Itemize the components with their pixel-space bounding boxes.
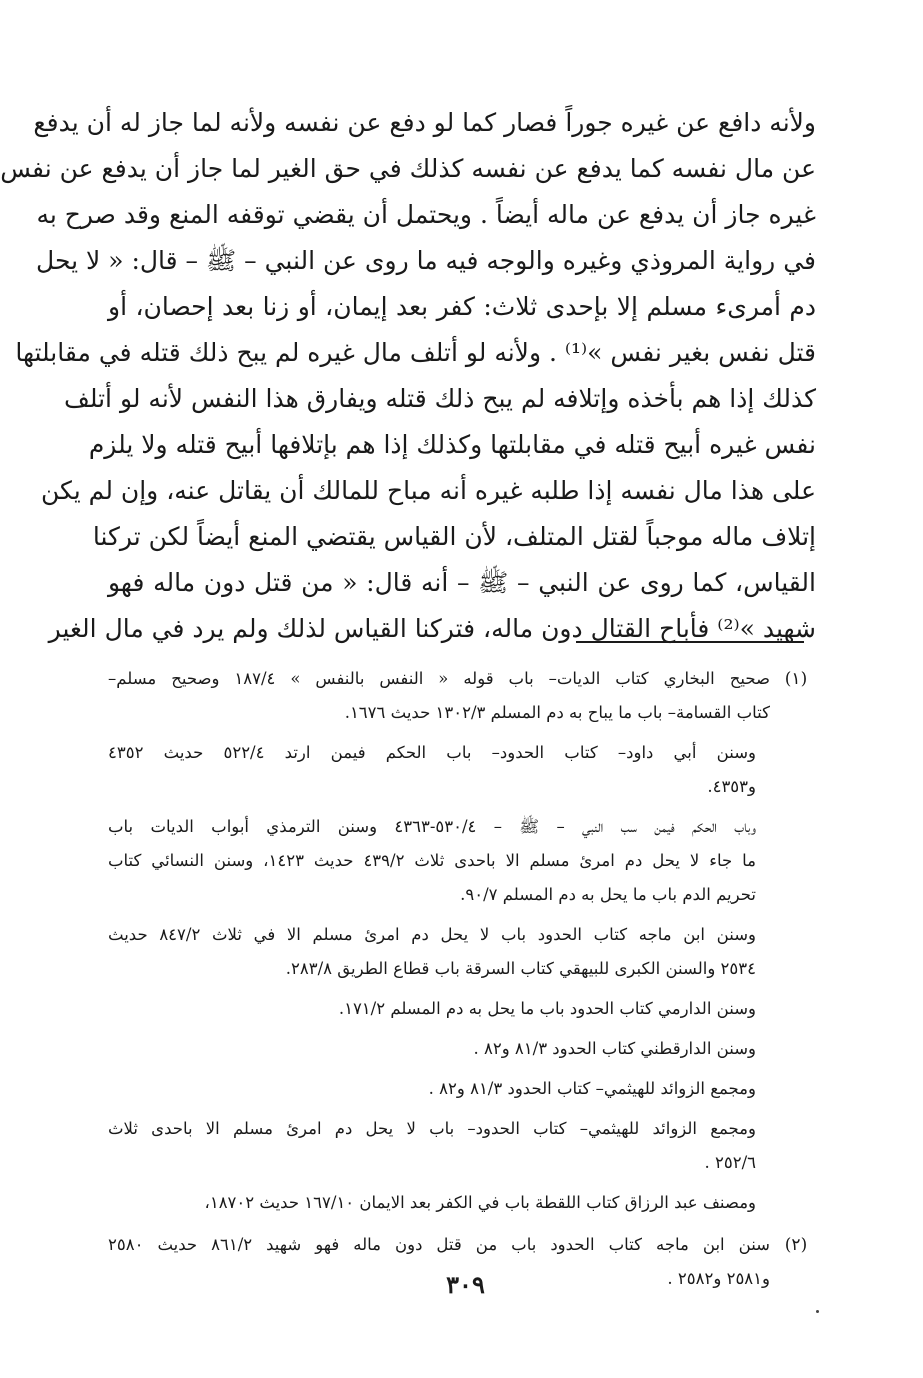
footnote-paragraph bbox=[108, 736, 770, 804]
body-line: إتلاف ماله موجباً لقتل المتلف، لأن القياس يقتضي المنع أيضاً لكن تركنا bbox=[92, 522, 816, 551]
footnote-line: و٤٣٥٣. bbox=[707, 777, 756, 796]
footnote-paragraph bbox=[108, 1032, 770, 1066]
footnote-line: وسنن الدارقطني كتاب الحدود ٨١/٣ و٨٢ . bbox=[473, 1039, 756, 1058]
footnote-paragraph bbox=[108, 918, 770, 986]
body-line: القياس، كما روى عن النبي – ﷺ – أنه قال: « من قتل دون ماله فهو bbox=[108, 568, 816, 597]
footnote-line: سنن ابن ماجه كتاب الحدود باب من قتل دون ماله فهو شهيد ٨٦١/٢ حديث ٢٥٨٠ bbox=[108, 1235, 770, 1254]
footnote bbox=[108, 662, 814, 1220]
body-line: شهيد »⁽²⁾ فأباح القتال دون ماله، فتركنا القياس لذلك ولم يرد في مال الغير bbox=[48, 614, 816, 643]
footnote-line: وسنن أبي داود– كتاب الحدود– باب الحكم فيمن ارتد ٥٢٢/٤ حديث ٤٣٥٢ bbox=[108, 743, 756, 762]
body-line: عن مال نفسه كما يدفع عن نفسه كذلك في حق الغير لما جاز أن يدفع عن نفس bbox=[0, 154, 816, 183]
body-line: ولأنه دافع عن غيره جوراً فصار كما لو دفع عن نفسه ولأنه لما جاز له أن يدفع bbox=[33, 108, 816, 137]
footnote-line: و٢٥٨١ و٢٥٨٢ . bbox=[667, 1269, 770, 1288]
footnote-number: (١) bbox=[784, 669, 808, 689]
footnote-line: وباب الحكم فيمن سب النبي – ﷺ – ٥٣٠/٤-٤٣٦٣ وسنن الترمذي أبواب الديات باب bbox=[108, 817, 757, 836]
body-line: كذلك إذا هم بأخذه وإتلافه لم يبح ذلك قتله ويفارق هذا النفس لأنه لو أتلف bbox=[63, 384, 816, 413]
footnote-separator bbox=[576, 641, 804, 643]
body-line: في رواية المروذي وغيره والوجه فيه ما روى عن النبي – ﷺ – قال: « لا يحل bbox=[36, 246, 816, 275]
footnote-line: ومجمع الزوائد للهيثمي– كتاب الحدود ٨١/٣ و٨٢ . bbox=[428, 1079, 756, 1098]
footnote-line: تحريم الدم باب ما يحل به دم المسلم ٩٠/٧. bbox=[460, 885, 756, 904]
body-line: قتل نفس بغير نفس »⁽¹⁾ . ولأنه لو أتلف مال غيره لم يبح ذلك قتله في مقابلتها bbox=[15, 338, 816, 367]
footnote-line: كتاب القسامة– باب ما يباح به دم المسلم ١٣٠٢/٣ حديث ١٦٧٦. bbox=[344, 703, 770, 722]
footnote-paragraph bbox=[108, 810, 770, 912]
body-line: دم أمرىء مسلم إلا بإحدى ثلاث: كفر بعد إيمان، أو زنا بعد إحصان، أو bbox=[108, 292, 816, 321]
footnote-line: ومجمع الزوائد للهيثمي– كتاب الحدود– باب لا يحل دم امرئ مسلم الا باحدى ثلاث bbox=[108, 1119, 756, 1138]
footnote-line: وسنن الدارمي كتاب الحدود باب ما يحل به دم المسلم ١٧١/٢. bbox=[338, 999, 756, 1018]
footnote-line: صحيح البخاري كتاب الديات– باب قوله « النفس بالنفس » ١٨٧/٤ وصحيح مسلم– bbox=[108, 669, 770, 688]
page-number: ٣٠٩ bbox=[446, 1270, 485, 1299]
footnote-line: ما جاء لا يحل دم امرئ مسلم الا باحدى ثلاث ٤٣٩/٢ حديث ١٤٢٣، وسنن النسائي كتاب bbox=[108, 851, 756, 870]
footnotes bbox=[108, 662, 814, 1304]
body-line: غيره جاز أن يدفع عن ماله أيضاً . ويحتمل أن يقضي توقفه المنع وقد صرح به bbox=[36, 200, 816, 229]
main-text bbox=[0, 100, 816, 652]
footnote-paragraph bbox=[108, 1186, 770, 1220]
body-line: نفس غيره أبيح قتله في مقابلتها وكذلك إذا هم بإتلافها أبيح قتله ولا يلزم bbox=[88, 430, 816, 459]
footnote-paragraph bbox=[108, 1072, 770, 1106]
scan-speck bbox=[816, 1310, 819, 1313]
footnote-line: ٢٥٣٤ والسنن الكبرى للبيهقي كتاب السرقة باب قطاع الطريق ٢٨٣/٨. bbox=[285, 959, 756, 978]
footnote-line: وسنن ابن ماجه كتاب الحدود باب لا يحل دم امرئ مسلم الا في ثلاث ٨٤٧/٢ حديث bbox=[108, 925, 756, 944]
footnote-line: ٢٥٢/٦ . bbox=[704, 1153, 756, 1172]
footnote-paragraph bbox=[108, 992, 770, 1026]
footnote-paragraph bbox=[108, 662, 770, 730]
footnote-number: (٢) bbox=[784, 1235, 808, 1255]
footnote-paragraph bbox=[108, 1112, 770, 1180]
body-line: على هذا مال نفسه إذا طلبه غيره أنه مباح للمالك أن يقاتل عنه، وإن لم يكن bbox=[40, 476, 816, 505]
footnote-line: ومصنف عبد الرزاق كتاب اللقطة باب في الكفر بعد الايمان ١٦٧/١٠ حديث ١٨٧٠٢، bbox=[204, 1193, 756, 1212]
